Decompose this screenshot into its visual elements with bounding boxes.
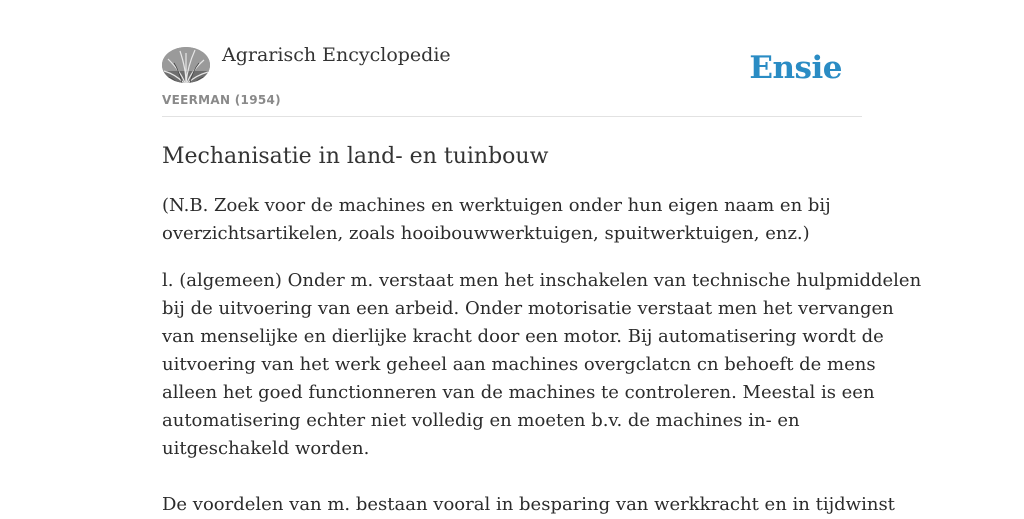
article-title: Mechanisatie in land- en tuinbouw	[162, 144, 549, 169]
author-byline: VEERMAN (1954)	[162, 93, 281, 107]
article	[162, 142, 922, 519]
article-paragraph	[162, 267, 922, 463]
wheat-engraving-icon[interactable]	[162, 47, 210, 83]
ensie-logo[interactable]: Ensie	[749, 50, 842, 86]
paragraph-line: alleen het goed functionneren van de machines te controleren. Meestal is een	[162, 382, 875, 403]
paragraph-line: bij de uitvoering van een arbeid. Onder motorisatie verstaat men het vervangen	[162, 298, 894, 319]
article-paragraph	[162, 491, 895, 519]
paragraph-line: l. (algemeen) Onder m. verstaat men het inschakelen van technische hulpmiddelen	[162, 270, 922, 291]
paragraph-line: uitgeschakeld worden.	[162, 438, 370, 459]
header	[162, 0, 862, 117]
paragraph-line: overzichtsartikelen, zoals hooibouwwerktuigen, spuitwerktuigen, enz.)	[162, 223, 810, 244]
paragraph-line: automatisering echter niet volledig en moeten b.v. de machines in- en	[162, 410, 800, 431]
publication-title[interactable]: Agrarisch Encyclopedie	[222, 44, 451, 66]
paragraph-line: van menselijke en dierlijke kracht door een motor. Bij automatisering wordt de	[162, 326, 884, 347]
page	[162, 0, 922, 519]
paragraph-line: De voordelen van m. bestaan vooral in besparing van werkkracht en in tijdwinst	[162, 494, 895, 515]
paragraph-line: uitvoering van het werk geheel aan machines overgclatcn cn behoeft de mens	[162, 354, 876, 375]
article-paragraph	[162, 192, 862, 248]
paragraph-line: (N.B. Zoek voor de machines en werktuigen onder hun eigen naam en bij	[162, 195, 831, 216]
